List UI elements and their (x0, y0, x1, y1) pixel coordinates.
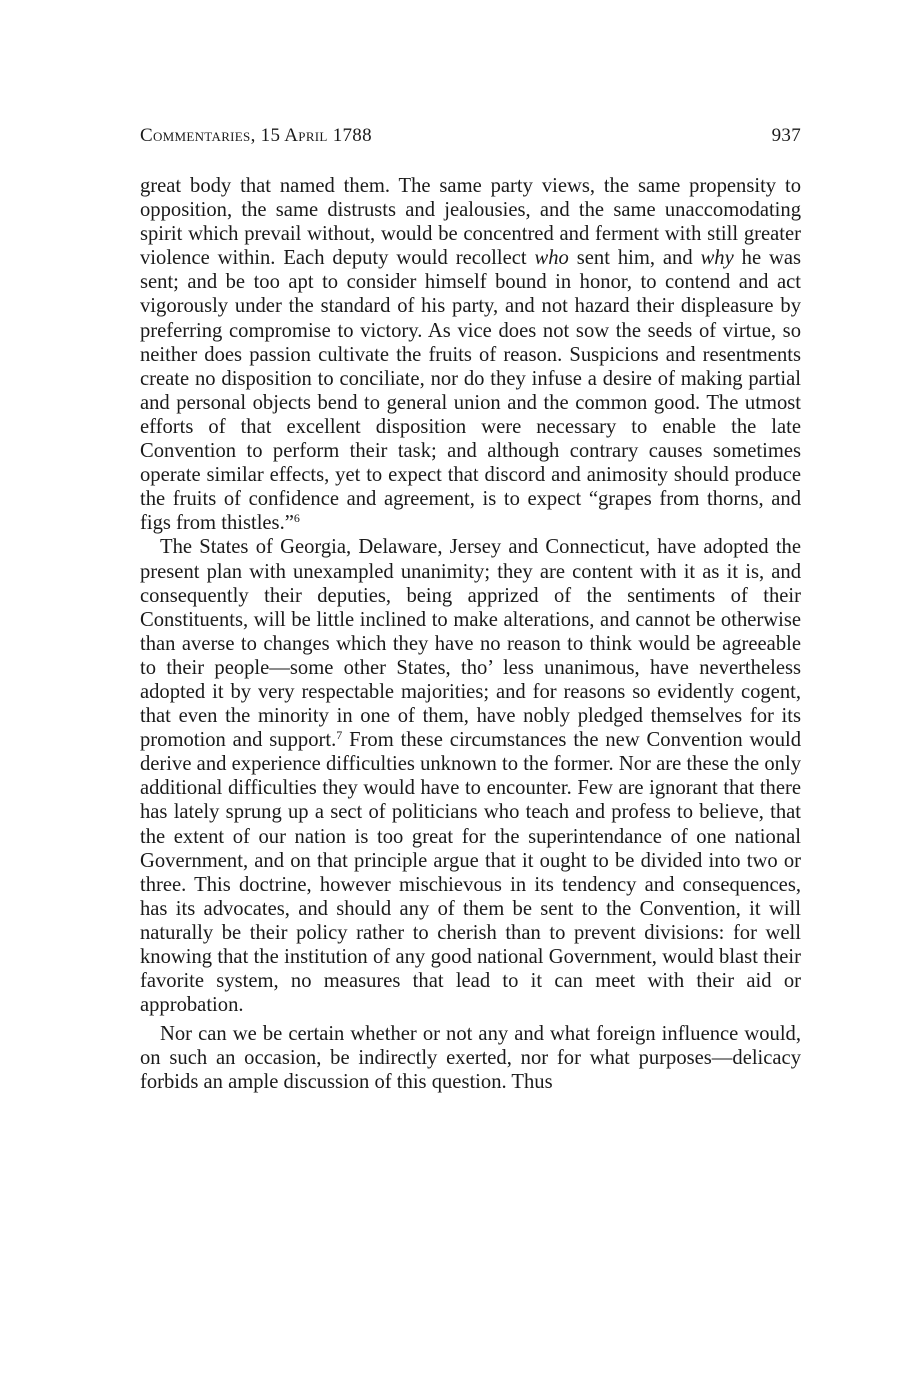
paragraph-1-text-b: sent him, and (568, 247, 701, 270)
paragraph-3 (140, 1022, 801, 1094)
footnote-ref-6: 6 (293, 511, 300, 526)
running-head (140, 124, 801, 148)
paragraph-2-text-a: The States of Georgia, Delaware, Jersey and Connecticut, have adopted the present plan with unexampled unanimity; they are content with it as it is, and consequently their deputies, being apprized of the sentiments of their Constituents, will be little inclined to make alterations, and cannot be otherwise than averse to changes which they have no reason to think would be agreeable to their people—some other States, tho’ less unanimous, have nevertheless adopted it by very respectable majorities; and for reasons so evidently cogent, that even the minority in one of them, have nobly pledged themselves for its promotion and support. (140, 536, 801, 752)
emphasis-who: who (534, 247, 569, 270)
paragraph-1 (140, 174, 801, 535)
body-text (140, 174, 801, 1095)
page-number: 937 (771, 125, 801, 146)
emphasis-why: why (700, 247, 734, 270)
running-head-title: Commentaries, 15 April 1788 (140, 125, 372, 146)
paragraph-2-text-b: From these circumstances the new Convention would derive and experience difficulties unknown to the former. Nor are these the only additional difficulties they would have to encounter. Few are ignorant that there has lately sprung up a sect of politicians who teach and profess to believe, that the extent of our nation is too great for the superintendance of one national Government, and on that principle argue that it ought to be divided into two or three. This doctrine, however mischievous in its tendency and consequences, has its advocates, and should any of them be sent to the Convention, it will naturally be their policy rather to cherish than to prevent divisions: for well knowing that the institution of any good national Government, would blast their favorite system, no measures that lead to it can meet with their aid or approbation. (140, 729, 802, 1017)
footnote-ref-7: 7 (336, 728, 343, 743)
paragraph-1-text-c: he was sent; and be too apt to consider himself bound in honor, to contend and act vigorously under the standard of his party, and not hazard their displeasure by preferring compromise to victory. As vice does not sow the seeds of virtue, so neither does passion cultivate the fruits of reason. Suspicions and resentments create no disposition to conciliate, nor do they infuse a desire of making partial and personal objects bend to general union and the common good. The utmost efforts of that excellent disposition were necessary to enable the late Convention to perform their task; and although contrary causes sometimes operate similar effects, yet to expect that discord and animosity should produce the fruits of confidence and agreement, is to expect “grapes from thorns, and figs from thistles.” (140, 247, 802, 535)
paragraph-1-text-a: great body that named them. The same party views, the same propensity to opposition, the same distrusts and jealousies, and the same unaccomodating spirit which prevail without, would be concentred and ferment with still greater violence within. Each deputy would recollect (140, 175, 801, 270)
paragraph-2 (140, 535, 801, 1017)
paragraph-3-text: Nor can we be certain whether or not any and what foreign influence would, on such an occasion, be indirectly exerted, nor for what purposes—delicacy forbids an ample discussion of this question. Thus (140, 1023, 801, 1094)
